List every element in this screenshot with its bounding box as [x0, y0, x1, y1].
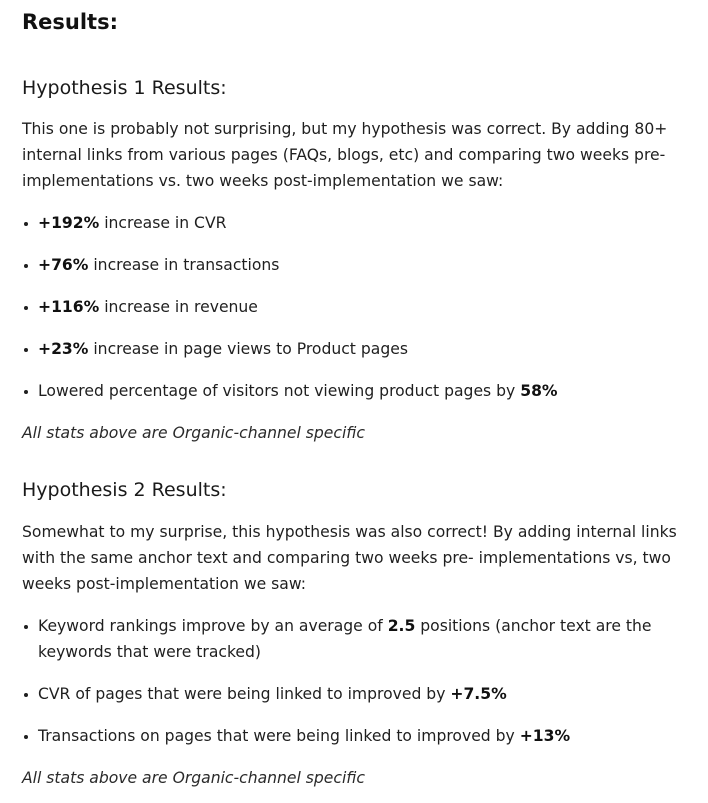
- list-item-text: increase in transactions: [88, 256, 280, 274]
- stat-value: +23%: [38, 340, 89, 358]
- list-item-text: increase in revenue: [99, 298, 258, 316]
- hypothesis-1-note: All stats above are Organic-channel specific: [22, 424, 365, 442]
- stat-value: +13%: [519, 727, 571, 745]
- list-item-text: increase in CVR: [99, 214, 227, 232]
- list-item: [22, 681, 686, 707]
- list-item-text: Keyword rankings improve by an average of: [38, 617, 388, 635]
- hypothesis-1-results-list: [22, 210, 686, 404]
- hypothesis-2-heading: Hypothesis 2 Results:: [22, 479, 227, 501]
- hypothesis-1-heading: Hypothesis 1 Results:: [22, 77, 227, 99]
- hypothesis-2-intro: Somewhat to my surprise, this hypothesis was also correct! By adding internal links with the same anchor text and comparing two weeks pre- implementations vs, two weeks post-implementation we saw:: [22, 523, 677, 593]
- list-item: [22, 378, 686, 404]
- list-item-text: CVR of pages that were being linked to improved by: [38, 685, 451, 703]
- list-item-text: Lowered percentage of visitors not viewing product pages by: [38, 382, 521, 400]
- list-item-text: positions (anchor text are the keywords that were tracked): [38, 617, 652, 661]
- hypothesis-2-results-list: [22, 613, 686, 749]
- stat-value: +7.5%: [450, 685, 507, 703]
- hypothesis-1-intro: This one is probably not surprising, but my hypothesis was correct. By adding 80+ internal links from various pages (FAQs, blogs, etc) and comparing two weeks pre- implementations vs. two weeks post-implementation we saw:: [22, 120, 668, 190]
- list-item: [22, 210, 686, 236]
- list-item-text: increase in page views to Product pages: [88, 340, 408, 358]
- list-item: [22, 252, 686, 278]
- stat-value: +116%: [38, 298, 100, 316]
- hypothesis-2-note: All stats above are Organic-channel specific: [22, 769, 365, 787]
- stat-value: +76%: [38, 256, 89, 274]
- list-item: [22, 294, 686, 320]
- stat-value: 58%: [520, 382, 558, 400]
- list-item: [22, 336, 686, 362]
- list-item-text: Transactions on pages that were being linked to improved by: [38, 727, 520, 745]
- stat-value: 2.5: [387, 617, 416, 635]
- list-item: [22, 613, 686, 665]
- stat-value: +192%: [38, 214, 100, 232]
- list-item: [22, 723, 686, 749]
- results-title: Results:: [22, 10, 118, 34]
